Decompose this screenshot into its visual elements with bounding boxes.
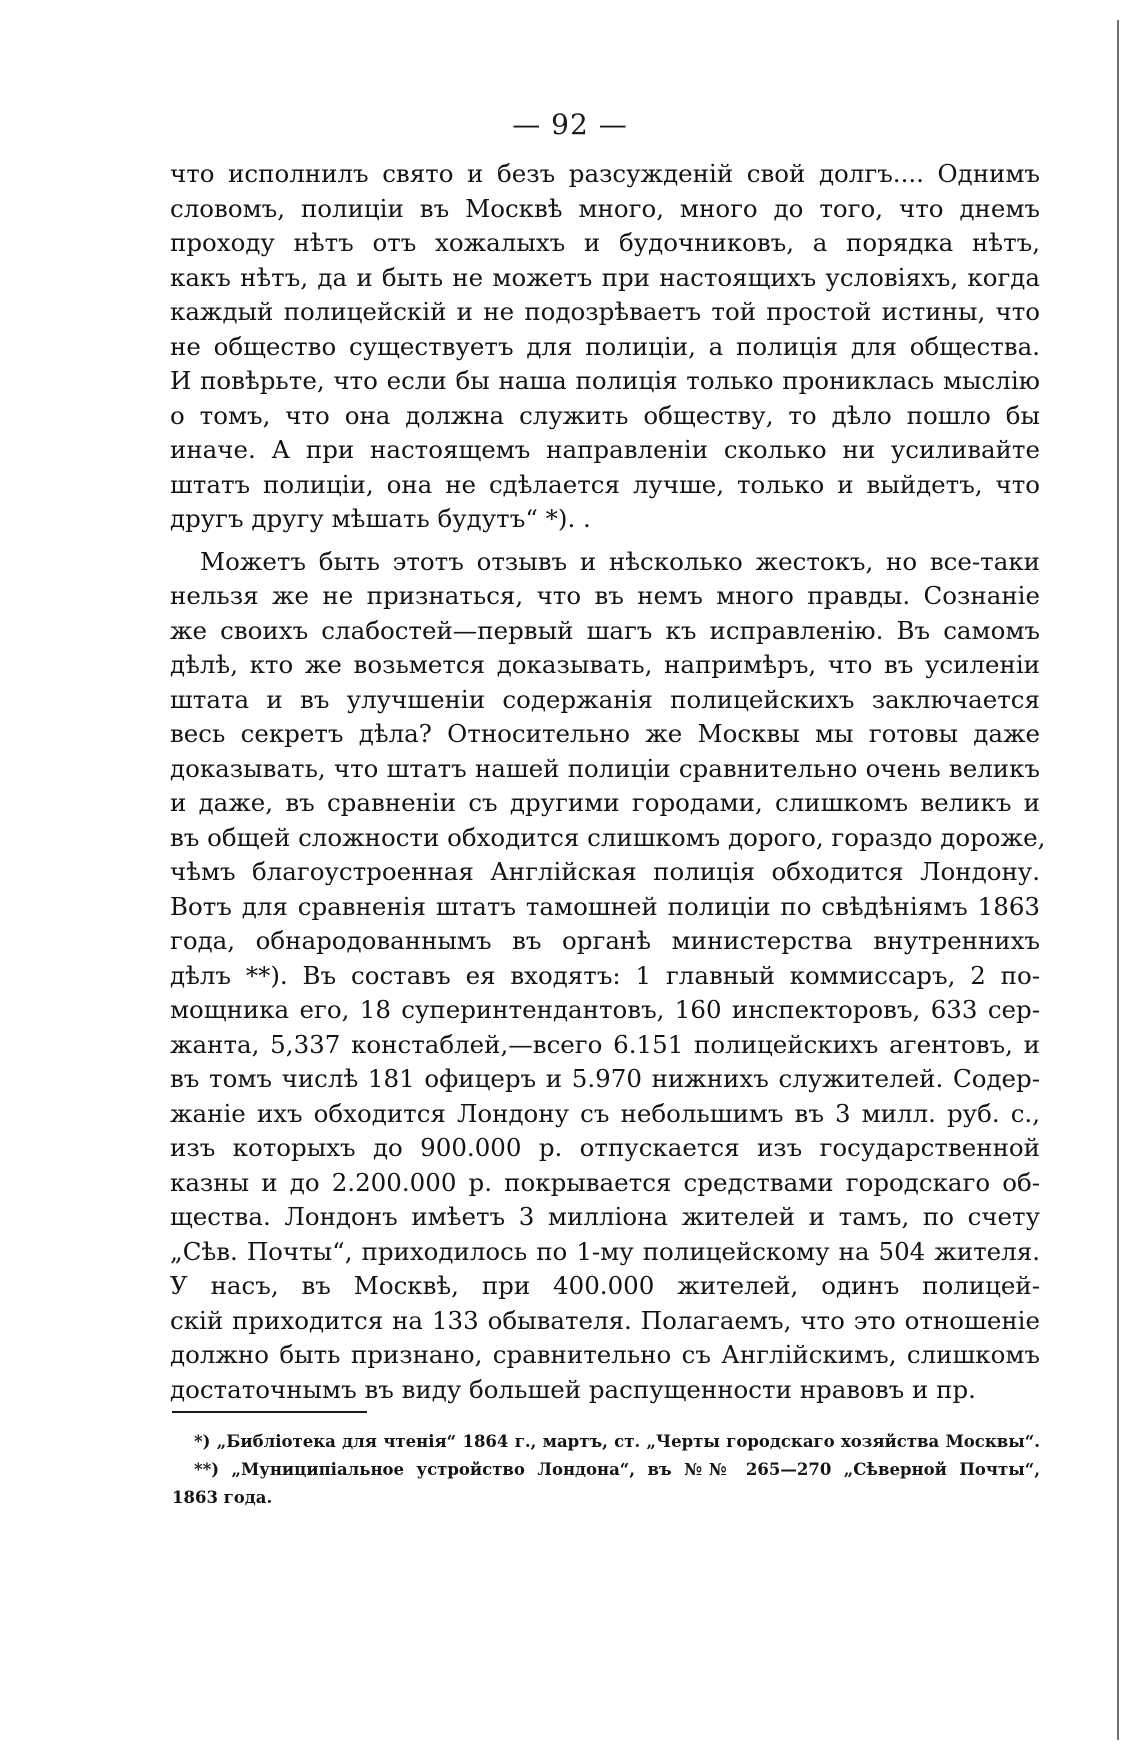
text-line: достаточнымъ въ виду большей распущенности нравовъ и пр.: [170, 1374, 976, 1404]
text-line: каждый полицейскій и не подозрѣваетъ той простой истины, что: [170, 297, 1040, 326]
text-line: должно быть признано, сравнительно съ Англійскимъ, слишкомъ: [170, 1340, 1040, 1369]
text-line: иначе. А при настоящемъ направленіи сколько ни усиливайте: [170, 435, 1040, 464]
text-line: другъ другу мѣшать будутъ“ *). .: [170, 504, 591, 533]
text-line: „Сѣв. Почты“, приходилось по 1-му полицейскому на 504 жителя.: [170, 1236, 1040, 1266]
text-line: изъ которыхъ до 900.000 р. отпускается изъ государственной: [170, 1133, 1040, 1162]
text-line: въ томъ числѣ 181 офицеръ и 5.970 нижнихъ служителей. Содер-: [170, 1064, 1040, 1093]
text-line: словомъ, полиціи въ Москвѣ много, много до того, что днемъ: [170, 193, 1040, 223]
text-line: и даже, въ сравненіи съ другими городами, слишкомъ великъ и: [170, 788, 1040, 817]
text-line: года, обнародованнымъ въ органѣ министерства внутреннихъ: [170, 926, 1040, 955]
text-line: нельзя же не признаться, что въ немъ много правды. Сознаніе: [170, 581, 1040, 610]
text-line: мощника его, 18 суперинтендантовъ, 160 инспекторовъ, 633 сер-: [170, 995, 1040, 1024]
text-line: У насъ, въ Москвѣ, при 400.000 жителей, одинъ полицей-: [170, 1271, 1040, 1300]
text-line: весь секретъ дѣла? Относительно же Москвы мы готовы даже: [170, 719, 1040, 748]
text-line: проходу нѣтъ отъ хожалыхъ и будочниковъ, а порядка нѣтъ,: [170, 228, 1040, 257]
text-line: штата и въ улучшеніи содержанія полицейскихъ заключается: [170, 684, 1040, 714]
main-text: [170, 157, 1046, 1407]
text-line: жаніе ихъ обходится Лондону съ небольшимъ въ 3 милл. руб. с.,: [170, 1098, 1040, 1128]
text-line: въ общей сложности обходится слишкомъ дорого, гораздо дороже,: [170, 822, 1046, 852]
text-line: щества. Лондонъ имѣетъ 3 милліона жителей и тамъ, по счету: [170, 1202, 1040, 1231]
paragraph-gap: [170, 537, 1040, 545]
text-line: Вотъ для сравненія штатъ тамошней полиціи по свѣдѣніямъ 1863: [170, 891, 1040, 921]
text-line: казны и до 2.200.000 р. покрывается средствами городскаго об-: [170, 1167, 1040, 1197]
text-line: что исполнилъ свято и безъ разсужденій свой долгъ.... Однимъ: [170, 159, 1040, 188]
text-line: Можетъ быть этотъ отзывъ и нѣсколько жестокъ, но все-таки: [200, 546, 1040, 576]
text-line: о томъ, что она должна служить обществу, то дѣло пошло бы: [170, 400, 1040, 430]
page-number: — 92 —: [512, 108, 628, 141]
text-line: штатъ полиціи, она не сдѣлается лучше, только и выйдетъ, что: [170, 469, 1040, 499]
text-line: скій приходится на 133 обывателя. Полагаемъ, что это отношеніе: [170, 1305, 1040, 1335]
footnote: 1863 года.: [172, 1488, 273, 1507]
paragraph: [170, 545, 1046, 1408]
text-line: доказывать, что штатъ нашей полиціи сравнительно очень великъ: [170, 753, 1040, 783]
text-line: И повѣрьте, что если бы наша полиція только прониклась мыслію: [170, 366, 1040, 395]
text-line: не общество существуетъ для полиціи, а полиція для общества.: [170, 331, 1040, 361]
page-edge-line: [1117, 20, 1119, 1740]
text-line: дѣлъ **). Въ составъ ея входятъ: 1 главный коммиссаръ, 2 по-: [170, 960, 1040, 990]
text-line: же своихъ слабостей—первый шагъ къ исправленію. Въ самомъ: [170, 615, 1040, 645]
paragraph: [170, 157, 1040, 537]
text-line: дѣлѣ, кто же возьмется доказывать, напримѣръ, что въ усиленіи: [170, 650, 1040, 679]
text-line: чѣмъ благоустроенная Англійская полиція обходится Лондону.: [170, 857, 1040, 886]
text-line: какъ нѣтъ, да и быть не можетъ при настоящихъ условіяхъ, когда: [170, 262, 1040, 292]
footnote: **) „Муниципіальное устройство Лондона“, въ №№ 265—270 „Сѣверной Почты“,: [194, 1460, 1040, 1479]
footnote-rule: [172, 1411, 367, 1413]
footnote: *) „Библіотека для чтенія“ 1864 г., мартъ, ст. „Черты городскаго хозяйства Москвы“.: [194, 1432, 1040, 1451]
text-line: жанта, 5,337 констаблей,—всего 6.151 полицейскихъ агентовъ, и: [170, 1029, 1040, 1059]
footnotes: [172, 1428, 1040, 1512]
